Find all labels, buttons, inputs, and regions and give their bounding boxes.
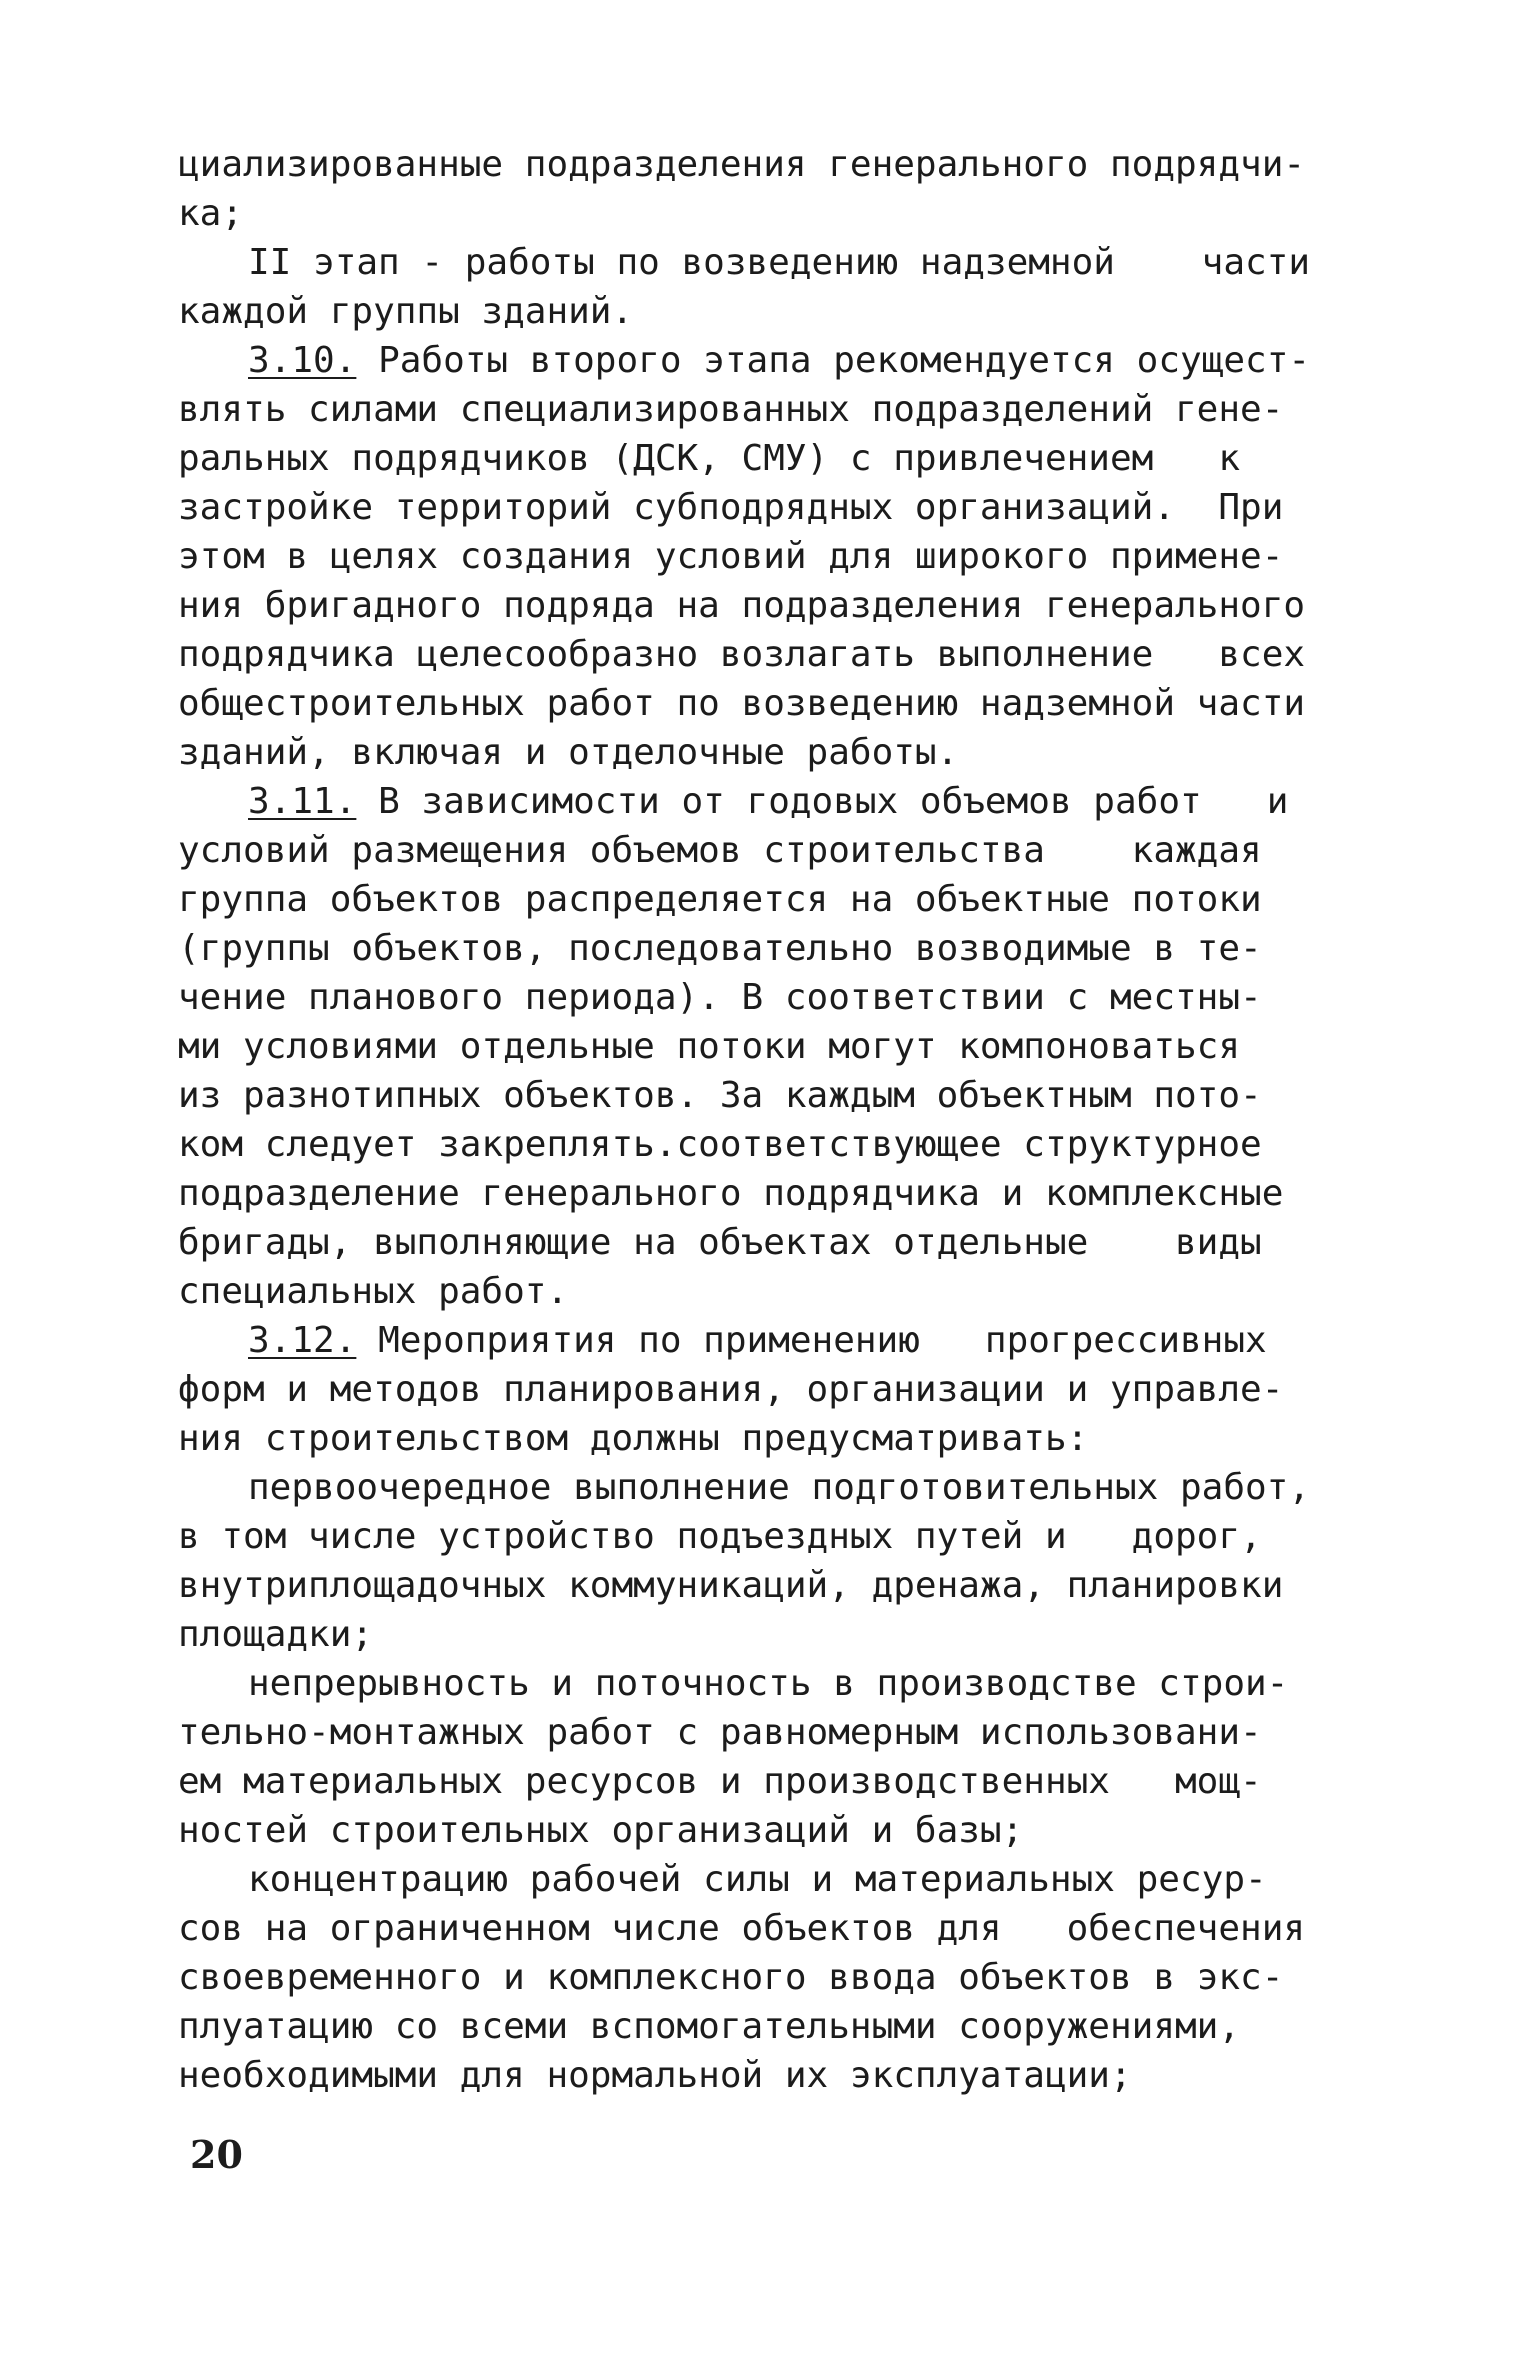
text-line: из разнотипных объектов. За каждым объектным пото-	[178, 1075, 1262, 1116]
text-line: ка;	[178, 193, 244, 234]
text-line: плуатацию со всеми вспомогательными сооружениями,	[178, 2006, 1241, 2047]
text-line: Мероприятия по применению прогрессивных	[378, 1320, 1267, 1361]
section-number-3-12: 3.12.	[248, 1320, 357, 1361]
text-line: влять силами специализированных подразделений гене-	[178, 389, 1284, 430]
paragraph-3-10-first-line	[178, 336, 1378, 385]
page-number: 20	[190, 2132, 243, 2177]
text-line: группа объектов распределяется на объектные потоки	[178, 879, 1262, 920]
text-line: этом в целях создания условий для широкого примене-	[178, 536, 1284, 577]
text-line: Работы второго этапа рекомендуется осущест-	[378, 340, 1311, 381]
text-line: подразделение генерального подрядчика и комплексные	[178, 1173, 1284, 1214]
paragraph-3-12-first-line	[178, 1316, 1378, 1365]
text-line: чение планового периода). В соответствии с местны-	[178, 977, 1262, 1018]
text-line: общестроительных работ по возведению надземной части	[178, 683, 1306, 724]
text-line: ния строительством должны предусматривать:	[178, 1418, 1089, 1459]
text-line: тельно-монтажных работ с равномерным использовани-	[178, 1712, 1262, 1753]
section-number-3-10: 3.10.	[248, 340, 357, 381]
text-line: в том числе устройство подъездных путей и дорог,	[178, 1516, 1262, 1557]
text-line: ральных подрядчиков (ДСК, СМУ) с привлечением к	[178, 438, 1241, 479]
body-text	[178, 140, 1378, 2100]
text-line: застройке территорий субподрядных организаций. При	[178, 487, 1284, 528]
text-line: сов на ограниченном числе объектов для обеспечения	[178, 1908, 1306, 1949]
text-line: непрерывность и поточность в производстве строи-	[248, 1663, 1289, 1704]
text-line: ком следует закреплять.соответствующее структурное	[178, 1124, 1262, 1165]
text-line: ми условиями отдельные потоки могут компоноваться	[178, 1026, 1241, 1067]
text-line: внутриплощадочных коммуникаций, дренажа, планировки	[178, 1565, 1284, 1606]
text-line: ем материальных ресурсов и производственных мощ-	[178, 1761, 1262, 1802]
text-line: бригады, выполняющие на объектах отдельные виды	[178, 1222, 1262, 1263]
text-line: зданий, включая и отделочные работы.	[178, 732, 959, 773]
text-line: форм и методов планирования, организации и управле-	[178, 1369, 1284, 1410]
text-line: подрядчика целесообразно возлагать выполнение всех	[178, 634, 1306, 675]
text-line: первоочередное выполнение подготовительных работ,	[248, 1467, 1311, 1508]
text-line: В зависимости от годовых объемов работ и	[378, 781, 1289, 822]
paragraph-3-11-first-line	[178, 777, 1378, 826]
text-line: каждой группы зданий.	[178, 291, 634, 332]
section-number-3-11: 3.11.	[248, 781, 357, 822]
text-line: концентрацию рабочей силы и материальных ресур-	[248, 1859, 1267, 1900]
text-line: специальных работ.	[178, 1271, 569, 1312]
text-line: ностей строительных организаций и базы;	[178, 1810, 1024, 1851]
text-line: II этап - работы по возведению надземной части	[248, 242, 1311, 283]
text-line: условий размещения объемов строительства каждая	[178, 830, 1262, 871]
text-line: своевременного и комплексного ввода объектов в экс-	[178, 1957, 1284, 1998]
text-line: (группы объектов, последовательно возводимые в те-	[178, 928, 1262, 969]
text-line: ния бригадного подряда на подразделения генерального	[178, 585, 1306, 626]
text-line: площадки;	[178, 1614, 374, 1655]
text-line: необходимыми для нормальной их эксплуатации;	[178, 2055, 1132, 2096]
text-line: циализированные подразделения генерального подрядчи-	[178, 144, 1306, 185]
